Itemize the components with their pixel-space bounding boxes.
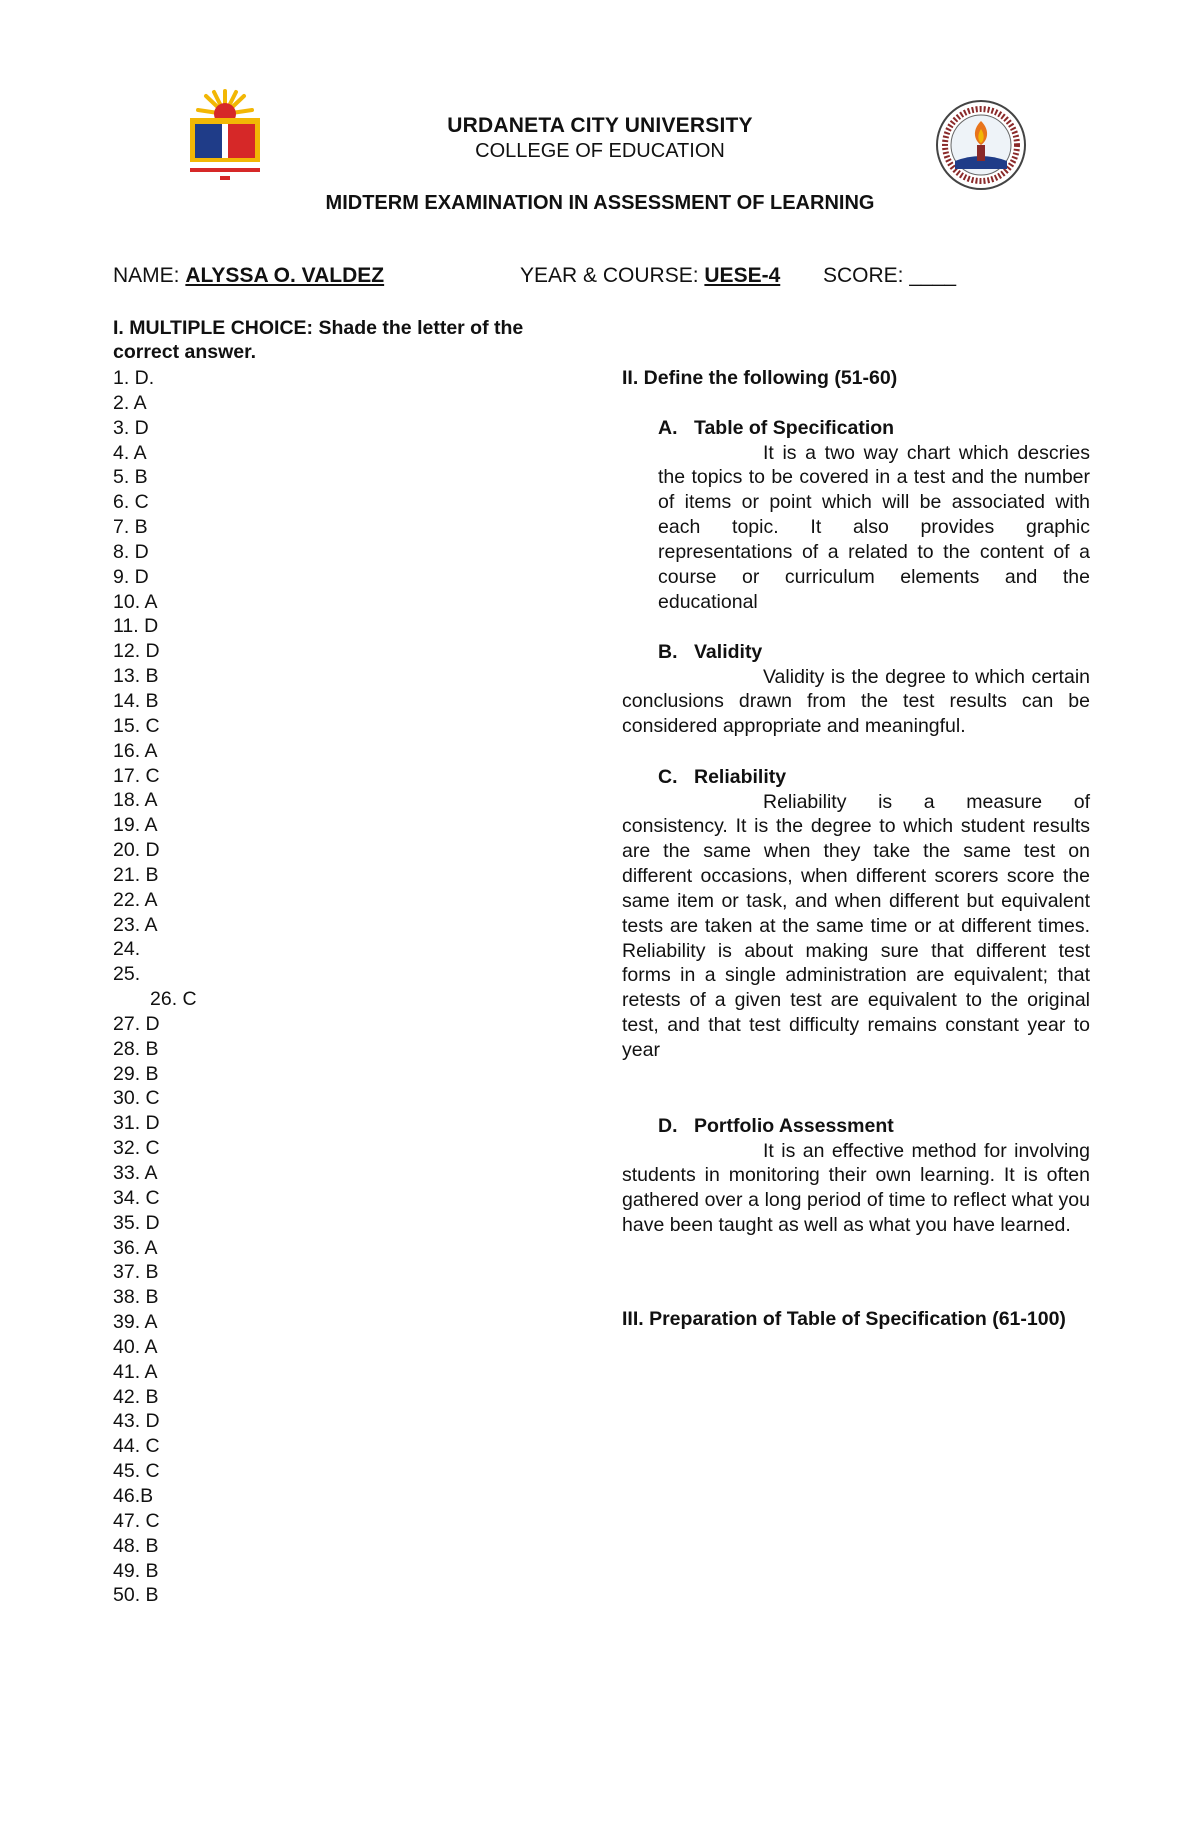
answer-item: 13. B — [113, 665, 159, 688]
answer-item: 7. B — [113, 516, 148, 539]
answer-list — [113, 366, 197, 1608]
exam-title: MIDTERM EXAMINATION IN ASSESSMENT OF LEARNING — [325, 192, 875, 214]
name-label: NAME: — [113, 264, 180, 287]
score-value: ____ — [909, 264, 957, 287]
course-value: UESE-4 — [704, 264, 781, 287]
answer-item: 47. C — [113, 1509, 160, 1532]
answer-item: 9. D — [113, 565, 149, 588]
definition-portfolio-assessment — [622, 1114, 1090, 1238]
answer-item: 1. D. — [113, 367, 155, 389]
answer-item: 3. D — [113, 416, 149, 439]
table-of-specification-heading: III. Preparation of Table of Specification (61-100) — [622, 1308, 1066, 1330]
answer-item: 14. B — [113, 689, 159, 712]
score-label: SCORE: — [823, 264, 904, 287]
score-field — [823, 264, 956, 288]
answer-item: 46.B — [113, 1484, 154, 1507]
answer-item: 31. D — [113, 1112, 160, 1135]
answer-item: 44. C — [113, 1435, 160, 1458]
answer-item: 11. D — [113, 615, 159, 638]
answer-item: 50. B — [113, 1584, 159, 1607]
definition-title — [622, 640, 1090, 665]
course-label: YEAR & COURSE: — [520, 264, 699, 287]
college-name: COLLEGE OF EDUCATION — [475, 140, 725, 162]
answer-item: 41. A — [113, 1360, 158, 1383]
answer-item: 25. — [113, 963, 141, 986]
answer-item: 40. A — [113, 1335, 158, 1358]
answer-item: 4. A — [113, 441, 147, 464]
definition-letter: D. — [658, 1115, 678, 1137]
answer-item: 8. D — [113, 540, 149, 563]
definition-body: Reliability is a measure of consistency. It is the degree to which student results are the same when they take the same test on different occasions, when different scorers score the same item or task, and when different but equivalent tests are taken at the same time or at different times. Reliability is about making sure that different test forms in a single administration are equivalent; that retests of a given test are equivalent to the original test, and that test difficulty remains constant year to year — [622, 790, 1090, 1061]
answer-item: 33. A — [113, 1162, 158, 1184]
definition-validity — [622, 640, 1090, 739]
university-name: URDANETA CITY UNIVERSITY — [447, 114, 753, 137]
multiple-choice-heading: I. MULTIPLE CHOICE: Shade the letter of the correct answer. — [113, 317, 524, 363]
definition-letter: B. — [658, 641, 678, 663]
define-heading: II. Define the following (51-60) — [622, 367, 898, 389]
name-value: ALYSSA O. VALDEZ — [185, 264, 385, 287]
answer-item: 29. B — [113, 1062, 159, 1085]
answer-item: 43. D — [113, 1410, 160, 1433]
answer-item: 28. B — [113, 1037, 159, 1060]
definition-title-text: Validity — [694, 641, 763, 663]
answer-item: 19. A — [113, 814, 158, 837]
definition-table-of-specification — [622, 416, 1090, 614]
answer-item: 21. B — [113, 863, 159, 886]
definition-body: It is an effective method for involving students in monitoring their own learning. It is often gathered over a long period of time to reflect what you have been taught as well as what you have learned. — [622, 1139, 1090, 1237]
answer-item: 49. B — [113, 1559, 159, 1582]
answer-item: 45. C — [113, 1460, 160, 1483]
answer-item: 18. A — [113, 789, 158, 812]
definition-body: Validity is the degree to which certain conclusions drawn from the test results can be considered appropriate and meaningful. — [622, 665, 1090, 738]
answer-item: 27. D — [113, 1012, 160, 1035]
definition-letter: A. — [658, 417, 678, 439]
definition-title-text: Portfolio Assessment — [694, 1115, 894, 1137]
student-name-field — [113, 264, 384, 288]
definition-title-text: Table of Specification — [694, 417, 895, 439]
answer-item: 10. A — [113, 590, 158, 613]
year-course-field — [520, 264, 780, 288]
answer-item: 24. — [113, 938, 141, 961]
answer-item: 34. C — [113, 1186, 160, 1209]
answer-item: 17. C — [113, 764, 160, 787]
answer-item: 12. D — [113, 640, 160, 663]
answer-item: 20. D — [113, 839, 160, 862]
answer-item: 35. D — [113, 1211, 160, 1234]
answer-item: 2. A — [113, 391, 147, 414]
answer-item: 39. A — [113, 1311, 158, 1334]
answer-item: 48. B — [113, 1534, 159, 1557]
definition-title — [622, 1114, 1090, 1139]
definition-title-text: Reliability — [694, 766, 787, 788]
definition-letter: C. — [658, 766, 678, 788]
definition-title — [622, 416, 1090, 441]
answer-item: 42. B — [113, 1385, 159, 1408]
answer-item: 5. B — [113, 466, 148, 489]
answer-item: 37. B — [113, 1261, 159, 1284]
answer-item: 36. A — [113, 1236, 158, 1259]
answer-item: 6. C — [113, 491, 149, 514]
definition-title — [622, 765, 1090, 790]
answer-item: 26. C — [150, 988, 197, 1011]
definition-body: It is a two way chart which descries the topics to be covered in a test and the number of items or point which will be associated with each topic. It also provides graphic representations of a related to the content of a course or curriculum elements and the educational — [658, 441, 1090, 613]
answer-item: 30. C — [113, 1087, 160, 1110]
answer-item: 32. C — [113, 1137, 160, 1160]
answer-item: 23. A — [113, 913, 158, 936]
answer-item: 16. A — [113, 739, 158, 762]
answer-item: 15. C — [113, 714, 160, 737]
answer-item: 38. B — [113, 1286, 159, 1309]
answer-item: 22. A — [113, 888, 158, 911]
definition-reliability — [622, 765, 1090, 1063]
